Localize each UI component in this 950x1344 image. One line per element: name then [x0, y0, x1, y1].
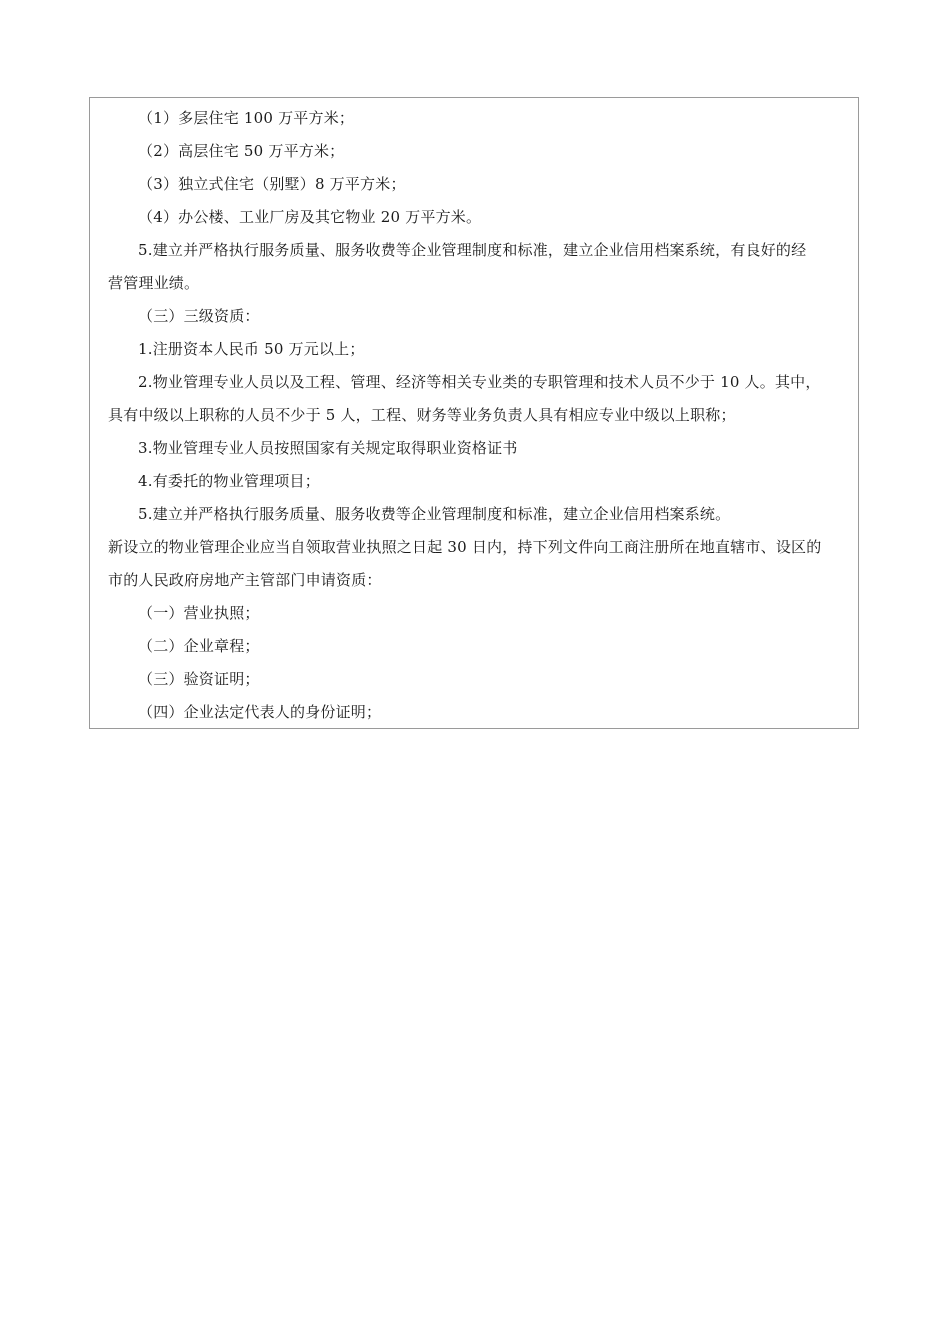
text-line: 4.有委托的物业管理项目； [138, 472, 320, 490]
text-line: （2）高层住宅 50 万平方米； [138, 142, 345, 160]
text-line: （四）企业法定代表人的身份证明； [138, 703, 382, 721]
text-line: 具有中级以上职称的人员不少于 5 人，工程、财务等业务负责人具有相应专业中级以上职称； [108, 406, 736, 424]
text-line: 3.物业管理专业人员按照国家有关规定取得职业资格证书 [138, 439, 518, 457]
text-line: 5.建立并严格执行服务质量、服务收费等企业管理制度和标准，建立企业信用档案系统。 [138, 505, 731, 523]
text-line: 5.建立并严格执行服务质量、服务收费等企业管理制度和标准，建立企业信用档案系统，有良好的经 [138, 241, 807, 259]
text-line: （一）营业执照； [138, 604, 260, 622]
text-line: （二）企业章程； [138, 637, 260, 655]
document-text-frame [89, 97, 859, 729]
text-line: （1）多层住宅 100 万平方米； [138, 109, 355, 127]
text-line: （三）三级资质： [138, 307, 260, 325]
text-line: 市的人民政府房地产主管部门申请资质： [108, 571, 382, 589]
text-line: 1.注册资本人民币 50 万元以上； [138, 340, 365, 358]
text-line: 营管理业绩。 [108, 274, 200, 292]
text-line: 新设立的物业管理企业应当自领取营业执照之日起 30 日内，持下列文件向工商注册所在地直辖市、设区的 [108, 538, 822, 556]
text-line: （4）办公楼、工业厂房及其它物业 20 万平方米。 [138, 208, 482, 226]
text-line: 2.物业管理专业人员以及工程、管理、经济等相关专业类的专职管理和技术人员不少于 10 人。其中， [138, 373, 821, 391]
text-line: （3）独立式住宅（别墅）8 万平方米； [138, 175, 406, 193]
text-line: （三）验资证明； [138, 670, 260, 688]
